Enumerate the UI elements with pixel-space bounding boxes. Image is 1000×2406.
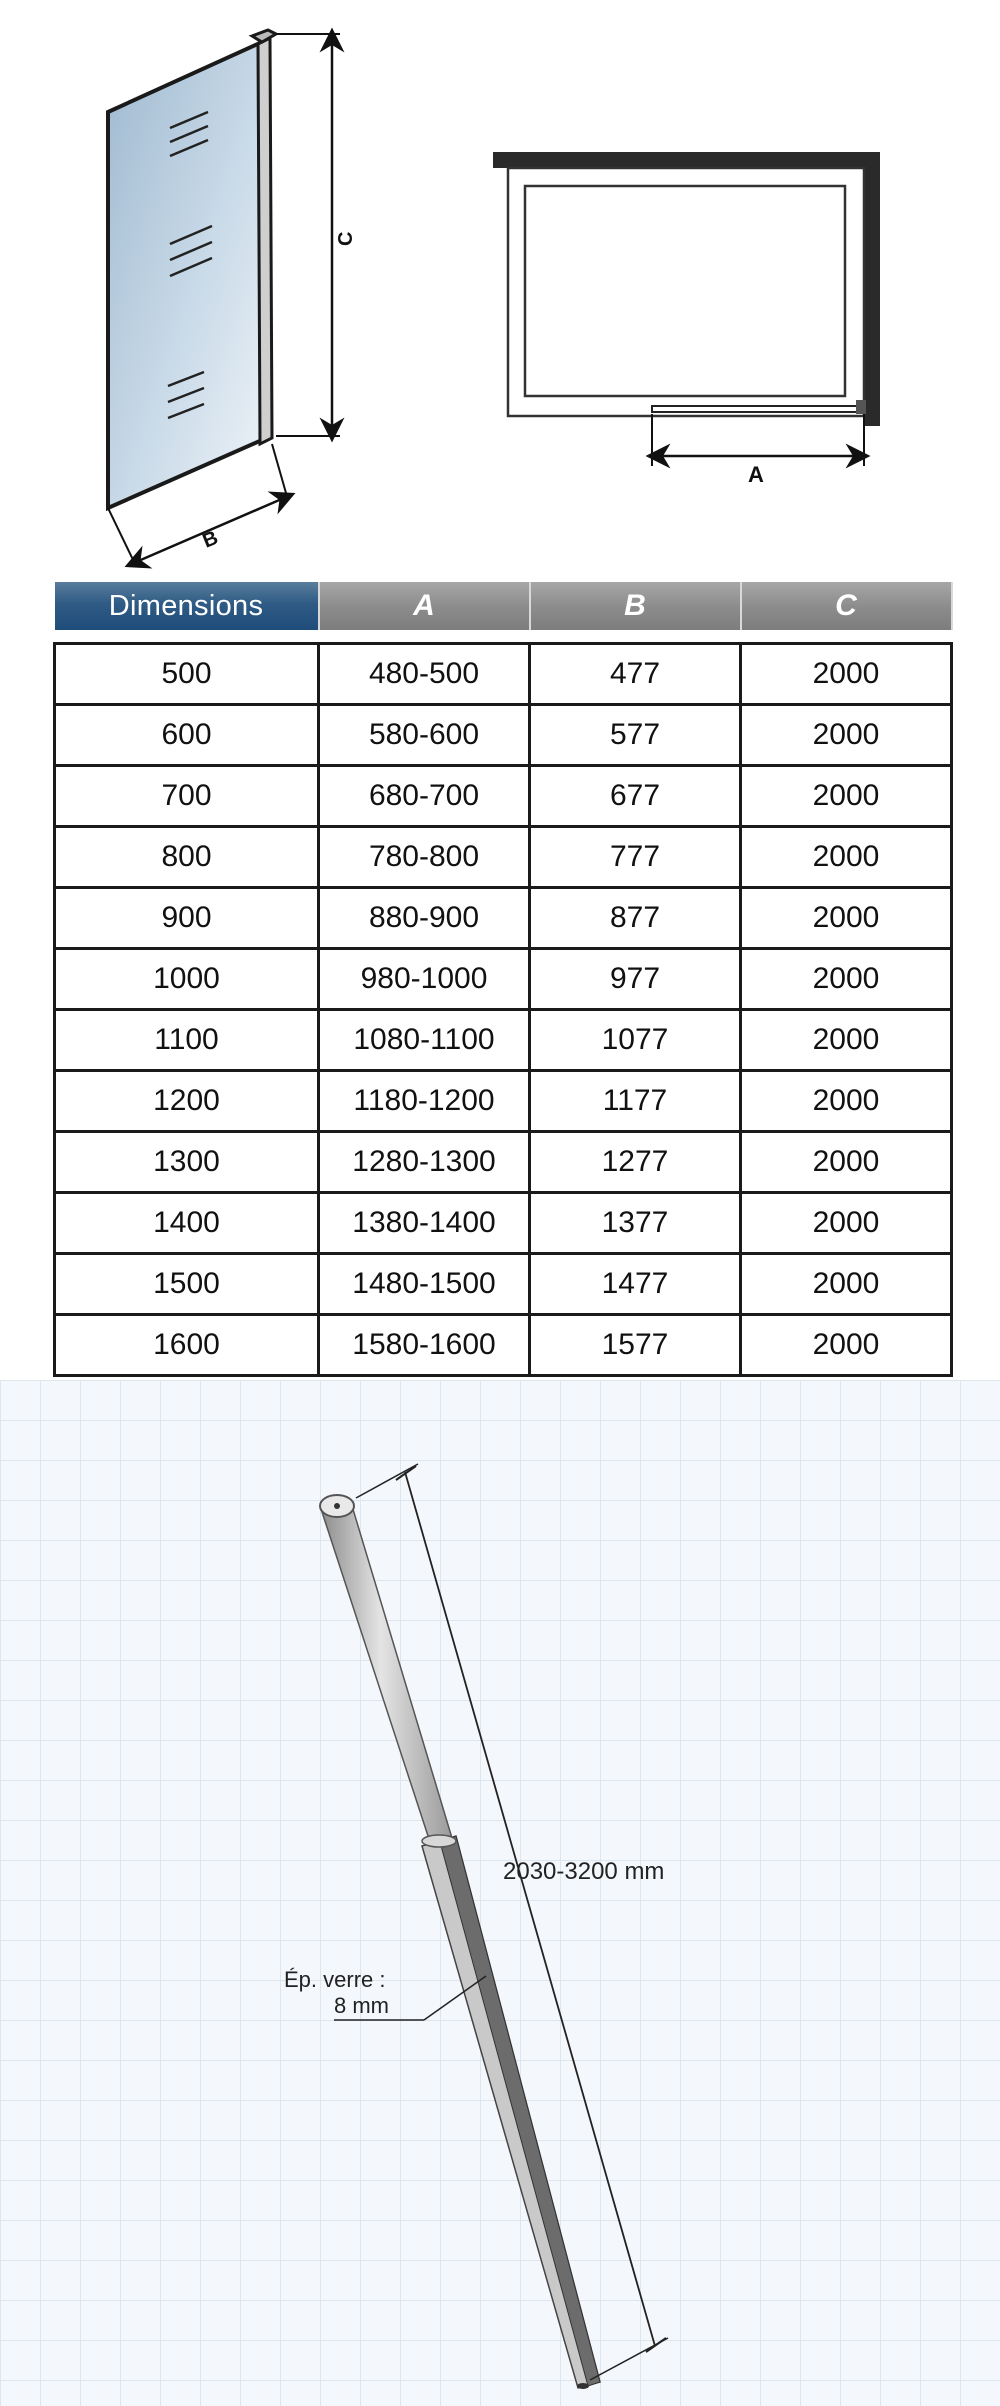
cell-a: 980-1000 [319,949,530,1010]
cell-b: 477 [530,644,741,705]
table-row [55,1071,952,1132]
dimension-a [652,414,864,487]
cell-b: 1377 [530,1193,741,1254]
dimensions-table [53,582,953,1377]
cell-c: 2000 [741,949,952,1010]
cell-a: 1180-1200 [319,1071,530,1132]
cell-c: 2000 [741,1132,952,1193]
extension-bar-svg [0,1380,1000,2406]
dimension-a-label: A [748,462,764,487]
cell-a: 1380-1400 [319,1193,530,1254]
cell-dimension: 1200 [55,1071,319,1132]
cell-dimension: 900 [55,888,319,949]
cell-dimension: 1000 [55,949,319,1010]
cell-c: 2000 [741,766,952,827]
header-a: A [319,582,530,630]
cell-dimension: 800 [55,827,319,888]
cell-c: 2000 [741,1315,952,1376]
cell-a: 480-500 [319,644,530,705]
table-row [55,888,952,949]
cell-dimension: 1600 [55,1315,319,1376]
cell-dimension: 700 [55,766,319,827]
cell-b: 977 [530,949,741,1010]
cell-a: 1280-1300 [319,1132,530,1193]
cell-c: 2000 [741,1010,952,1071]
dimension-b-label: B [199,526,222,553]
cell-a: 1080-1100 [319,1010,530,1071]
cell-b: 777 [530,827,741,888]
table-row [55,1193,952,1254]
cell-dimension: 1500 [55,1254,319,1315]
table-row [55,949,952,1010]
table-row [55,827,952,888]
cell-b: 1577 [530,1315,741,1376]
cell-a: 1580-1600 [319,1315,530,1376]
glass-thickness-label-line1: Ép. verre : [284,1967,386,1992]
cell-a: 580-600 [319,705,530,766]
cell-b: 1277 [530,1132,741,1193]
top-technical-drawings [0,0,1000,575]
cell-dimension: 500 [55,644,319,705]
table-row [55,1010,952,1071]
table-header-row [55,582,952,630]
table-row [55,705,952,766]
cell-b: 1477 [530,1254,741,1315]
table-row [55,644,952,705]
cell-b: 677 [530,766,741,827]
plan-view-illustration [493,152,880,426]
table-row [55,1254,952,1315]
cell-a: 1480-1500 [319,1254,530,1315]
cell-b: 1177 [530,1071,741,1132]
cell-c: 2000 [741,644,952,705]
cell-b: 1077 [530,1010,741,1071]
table-row [55,1315,952,1376]
table-row [55,1132,952,1193]
glass-thickness-label-line2: 8 mm [334,1993,389,2018]
cell-dimension: 600 [55,705,319,766]
header-c: C [741,582,952,630]
cell-b: 577 [530,705,741,766]
cell-a: 680-700 [319,766,530,827]
cell-dimension: 1400 [55,1193,319,1254]
length-label: 2030-3200 mm [503,1858,665,1885]
cell-c: 2000 [741,827,952,888]
cell-c: 2000 [741,705,952,766]
cell-b: 877 [530,888,741,949]
extension-bar-drawing [0,1380,1000,2406]
cell-c: 2000 [741,888,952,949]
cell-dimension: 1100 [55,1010,319,1071]
cell-dimension: 1300 [55,1132,319,1193]
length-dimension [356,1464,668,2380]
table-row [55,766,952,827]
dimension-c-label: C [335,231,357,246]
glass-panel-edge [422,1835,600,2389]
cell-c: 2000 [741,1071,952,1132]
cell-c: 2000 [741,1193,952,1254]
header-dimensions: Dimensions [55,582,319,630]
cell-a: 880-900 [319,888,530,949]
cell-c: 2000 [741,1254,952,1315]
dimension-c [276,34,357,436]
glass-panel-illustration [108,30,276,508]
cell-a: 780-800 [319,827,530,888]
header-b: B [530,582,741,630]
extension-rod [320,1495,452,1842]
